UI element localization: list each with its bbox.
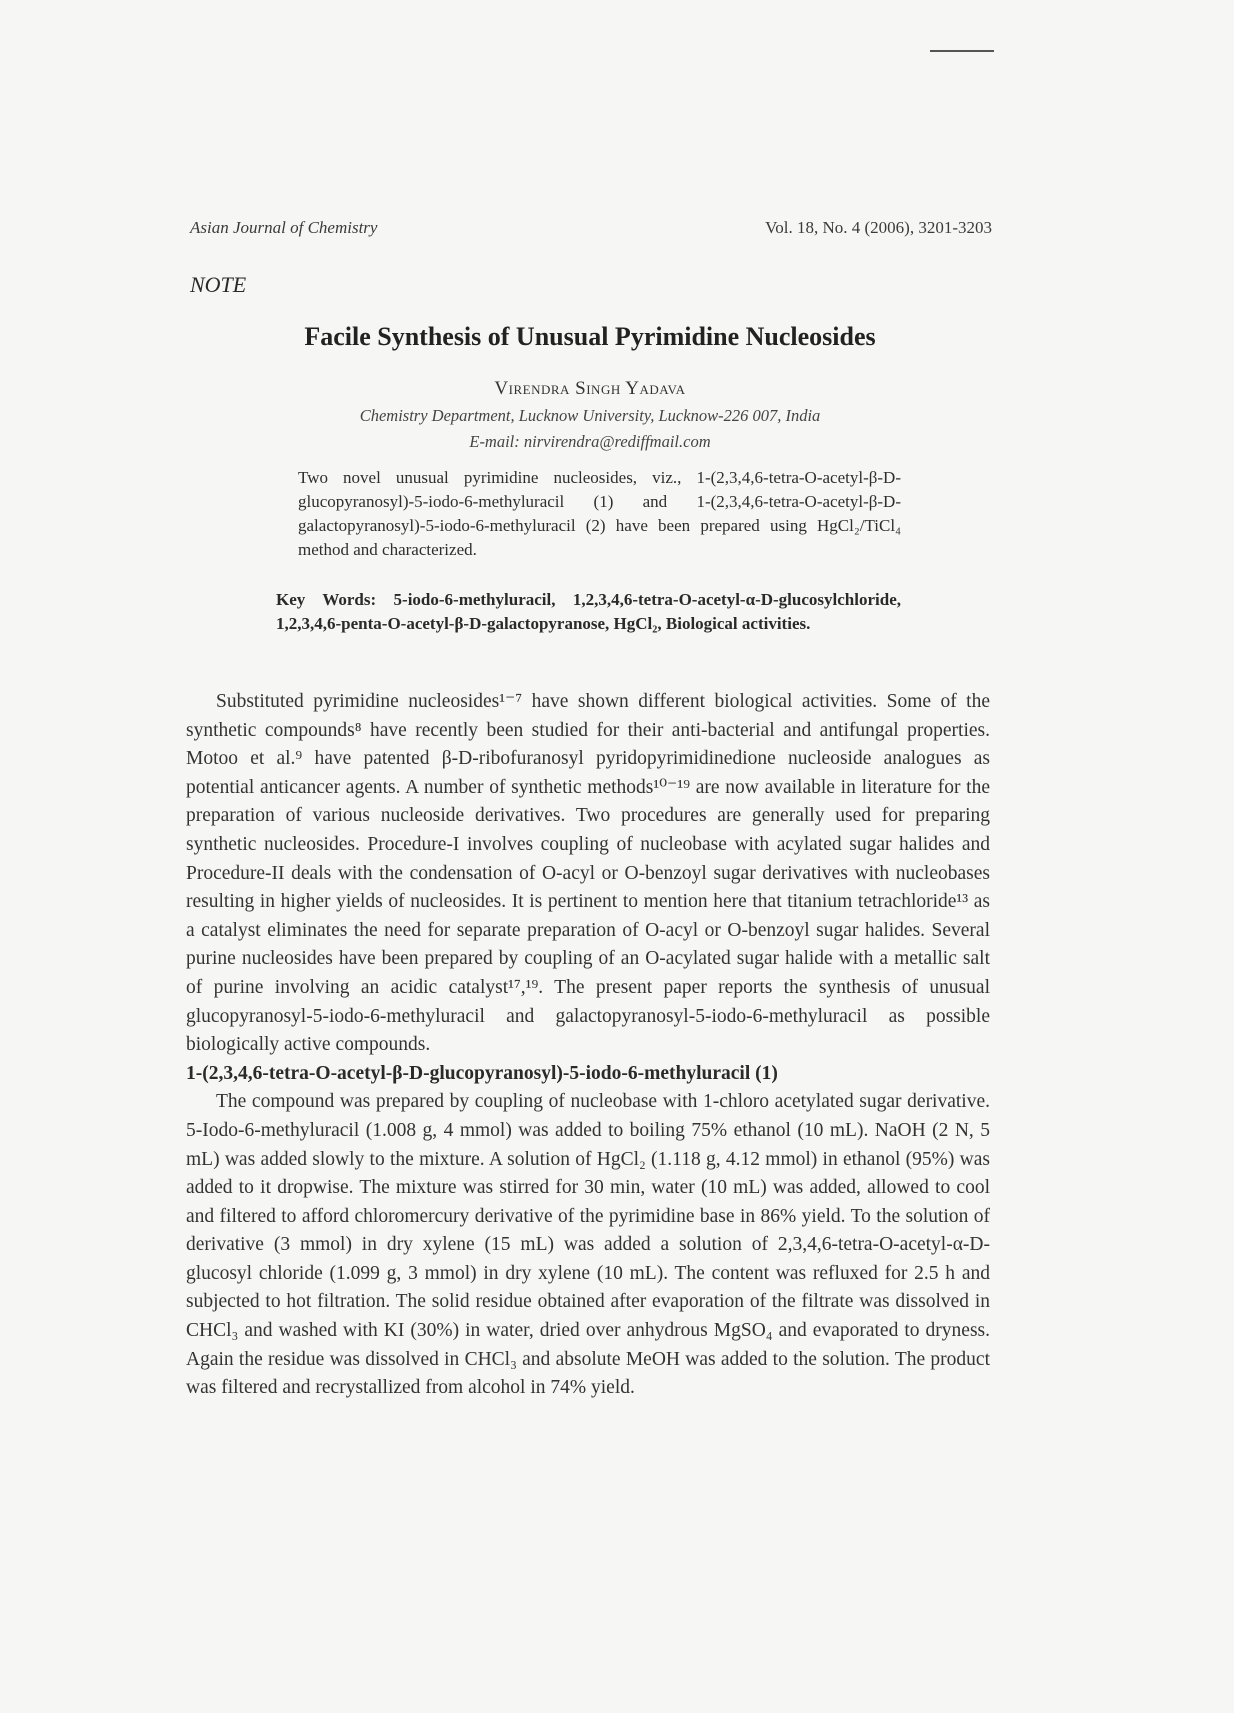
keywords-label: Key Words:: [276, 590, 377, 609]
keywords: [276, 588, 901, 636]
paragraph-intro: Substituted pyrimidine nucleosides¹⁻⁷ have shown different biological activities. Some of the synthetic compounds⁸ have recently been studied for their anti-bacterial and antifungal properties. Motoo et al.⁹ have patented β-D-ribofuranosyl pyridopyrimidinedione nucleoside analogues as potential anticancer agents. A number of synthetic methods¹⁰⁻¹⁹ are now available in literature for the preparation of various nucleoside derivatives. Two procedures are generally used for preparing synthetic nucleosides. Procedure-I involves coupling of nucleobase with acylated sugar halides and Procedure-II deals with the condensation of O-acyl or O-benzoyl sugar derivatives with nucleobases resulting in higher yields of nucleosides. It is pertinent to mention here that titanium tetrachloride¹³ as a catalyst eliminates the need for separate preparation of O-acyl or O-benzoyl sugar halides. Several purine nucleosides have been prepared by coupling of an O-acylated sugar halide with a metallic salt of purine involving an acidic catalyst¹⁷,¹⁹. The present paper reports the synthesis of unusual glucopyranosyl-5-iodo-6-methyluracil and galactopyranosyl-5-iodo-6-methyluracil as possible biologically active compounds.: [186, 691, 990, 1056]
body-text: [186, 688, 990, 1403]
note-label: NOTE: [190, 272, 247, 297]
keywords-text: 5-iodo-6-methyluracil, 1,2,3,4,6-tetra-O-acetyl-α-D-glucosylchloride, 1,2,3,4,6-penta-O-acetyl-β-D-galactopyranose, HgCl₂, Biological activities.: [276, 590, 901, 633]
journal-name: Asian Journal of Chemistry: [190, 218, 378, 237]
author-name: Virendra Singh Yadava: [494, 378, 686, 399]
volume-info: Vol. 18, No. 4 (2006), 3201-3203: [765, 218, 992, 237]
author-affiliation: Chemistry Department, Lucknow University, Lucknow-226 007, India: [359, 406, 821, 425]
section-subheading: 1-(2,3,4,6-tetra-O-acetyl-β-D-glucopyranosyl)-5-iodo-6-methyluracil (1): [186, 1062, 778, 1084]
author-email: E-mail: nirvirendra@rediffmail.com: [469, 432, 711, 451]
paper-title: Facile Synthesis of Unusual Pyrimidine Nucleosides: [304, 322, 876, 351]
scan-mark: [930, 50, 994, 52]
paragraph-procedure: The compound was prepared by coupling of nucleobase with 1-chloro acetylated sugar derivative. 5-Iodo-6-methyluracil (1.008 g, 4 mmol) was added to boiling 75% ethanol (10 mL). NaOH (2 N, 5 mL) was added slowly to the mixture. A solution of HgCl₂ (1.118 g, 4.12 mmol) in ethanol (95%) was added to it dropwise. The mixture was stirred for 30 min, water (10 mL) was added, allowed to cool and filtered to afford chloromercury derivative of the pyrimidine base in 86% yield. To the solution of derivative (3 mmol) in dry xylene (15 mL) was added a solution of 2,3,4,6-tetra-O-acetyl-α-D-glucosyl chloride (1.099 g, 3 mmol) in dry xylene (10 mL). The content was refluxed for 2.5 h and subjected to hot filtration. The solid residue obtained after evaporation of the filtrate was dissolved in CHCl₃ and washed with KI (30%) in water, dried over anhydrous MgSO₄ and evaporated to dryness. Again the residue was dissolved in CHCl₃ and absolute MeOH was added to the solution. The product was filtered and recrystallized from alcohol in 74% yield.: [186, 1091, 990, 1399]
abstract: Two novel unusual pyrimidine nucleosides, viz., 1-(2,3,4,6-tetra-O-acetyl-β-D-glucopyranosyl)-5-iodo-6-methyluracil (1) and 1-(2,3,4,6-tetra-O-acetyl-β-D-galactopyranosyl)-5-iodo-6-methyluracil (2) have been prepared using HgCl₂/TiCl₄ method and characterized.: [298, 468, 901, 559]
